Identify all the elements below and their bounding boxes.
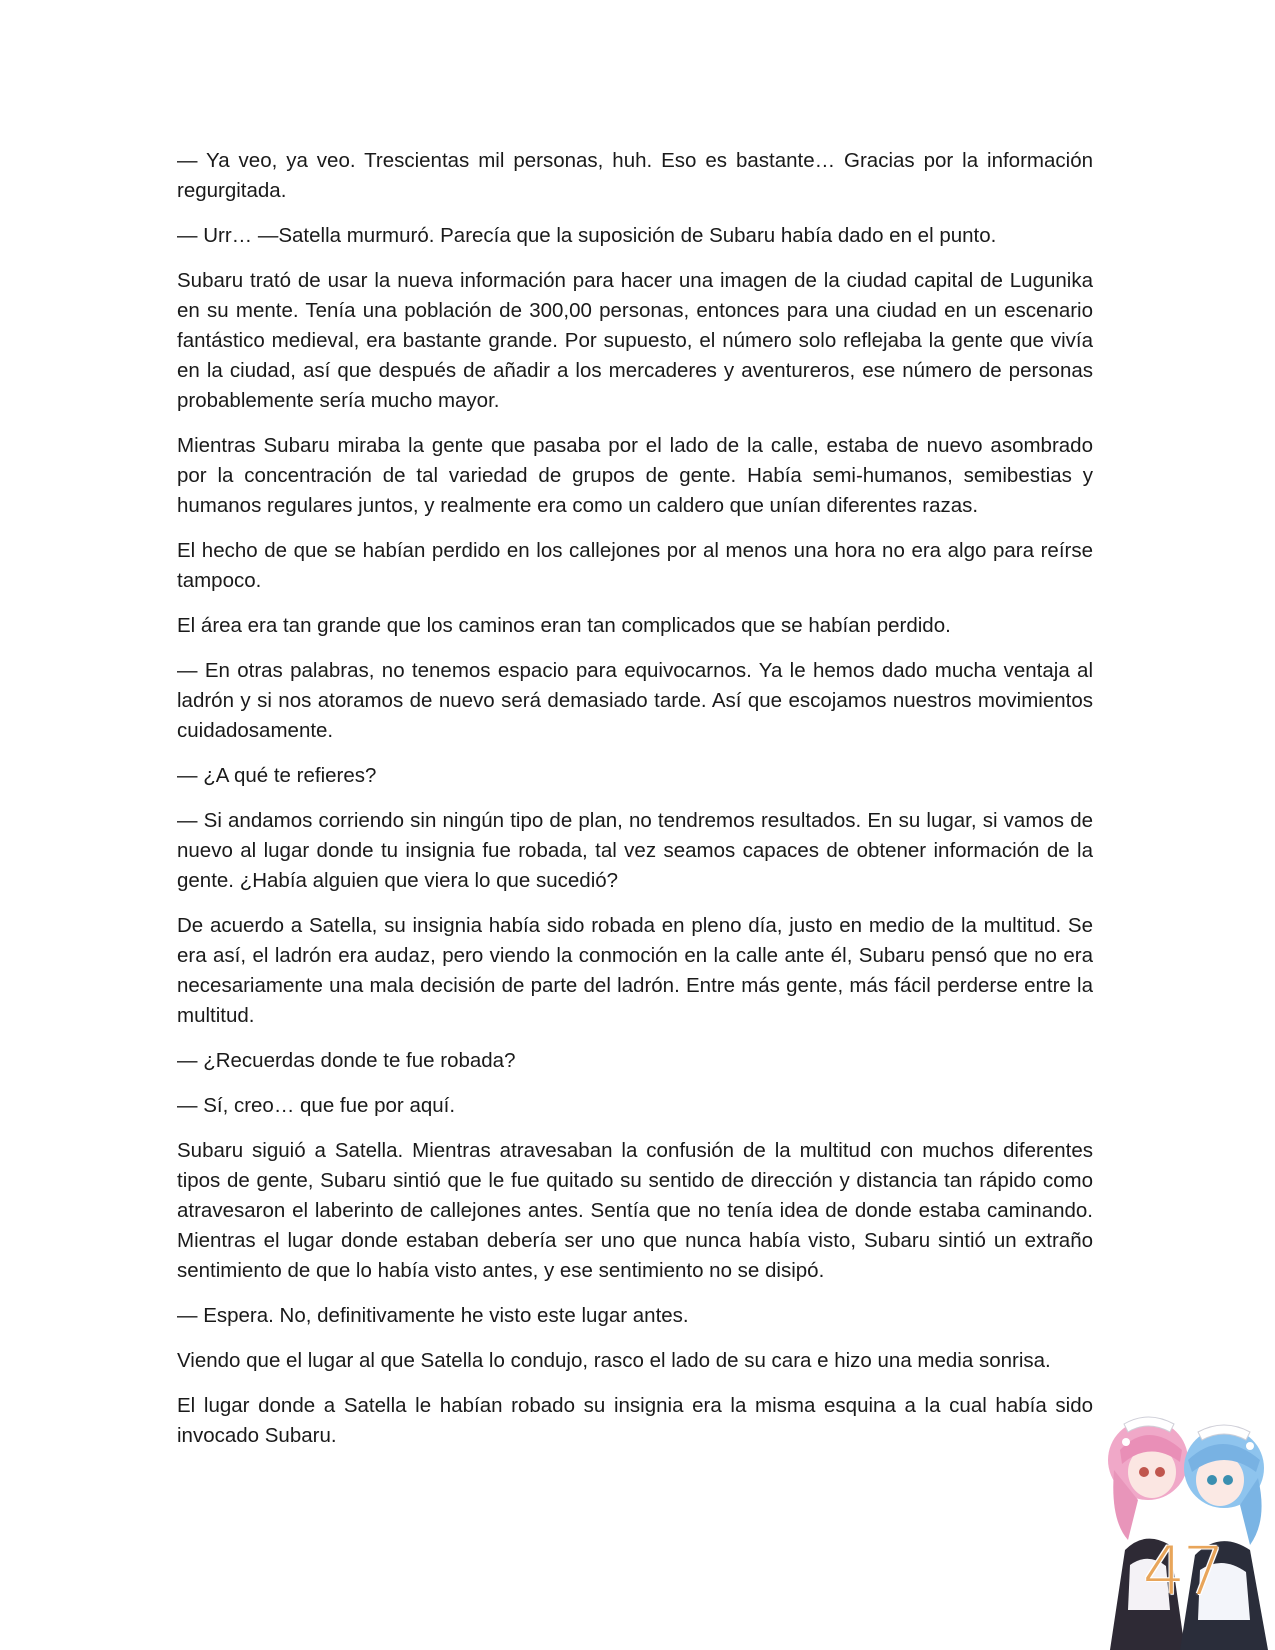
paragraph: — Urr… —Satella murmuró. Parecía que la suposición de Subaru había dado en el punto.	[177, 224, 997, 247]
paragraph: — Sí, creo… que fue por aquí.	[177, 1094, 456, 1117]
paragraph: — Ya veo, ya veo. Trescientas mil personas, huh. Eso es bastante… Gracias por la información regurgitada.	[177, 149, 1093, 202]
paragraph: Viendo que el lugar al que Satella lo condujo, rasco el lado de su cara e hizo una media sonrisa.	[177, 1349, 1051, 1372]
paragraph: — En otras palabras, no tenemos espacio para equivocarnos. Ya le hemos dado mucha ventaja al ladrón y si nos atoramos de nuevo será demasiado tarde. Así que escojamos nuestros movimientos cuidadosamente.	[177, 659, 1093, 742]
paragraph: — ¿Recuerdas donde te fue robada?	[177, 1049, 516, 1072]
paragraph: — ¿A qué te refieres?	[177, 764, 377, 787]
paragraph: Mientras Subaru miraba la gente que pasaba por el lado de la calle, estaba de nuevo asombrado por la concentración de tal variedad de grupos de gente. Había semi-humanos, semibestias y humanos regulares juntos, y realmente era como un caldero que unían diferentes razas.	[177, 434, 1093, 517]
paragraph: — Si andamos corriendo sin ningún tipo de plan, no tendremos resultados. En su lugar, si vamos de nuevo al lugar donde tu insignia fue robada, tal vez seamos capaces de obtener información de la gente. ¿Había alguien que viera lo que sucedió?	[177, 809, 1093, 892]
paragraph: De acuerdo a Satella, su insignia había sido robada en pleno día, justo en medio de la multitud. Se era así, el ladrón era audaz, pero viendo la conmoción en la calle ante él, Subaru pensó que no era necesariamente una mala decisión de parte del ladrón. Entre más gente, más fácil perderse entre la multitud.	[177, 914, 1093, 1027]
paragraph: — Espera. No, definitivamente he visto este lugar antes.	[177, 1304, 689, 1327]
page-number: 47	[1143, 1533, 1223, 1610]
paragraph: El lugar donde a Satella le habían robado su insignia era la misma esquina a la cual había sido invocado Subaru.	[177, 1394, 1093, 1447]
page-body	[177, 146, 1093, 1466]
paragraph: El área era tan grande que los caminos eran tan complicados que se habían perdido.	[177, 614, 951, 637]
paragraph: El hecho de que se habían perdido en los callejones por al menos una hora no era algo para reírse tampoco.	[177, 539, 1093, 592]
paragraph: Subaru siguió a Satella. Mientras atravesaban la confusión de la multitud con muchos diferentes tipos de gente, Subaru sintió que le fue quitado su sentido de dirección y distancia tan rápido como atravesaron el laberinto de callejones antes. Sentía que no tenía idea de donde estaba caminando. Mientras el lugar donde estaban debería ser uno que nunca había visto, Subaru sintió un extraño sentimiento de que lo había visto antes, y ese sentimiento no se disipó.	[177, 1139, 1093, 1282]
paragraph: Subaru trató de usar la nueva información para hacer una imagen de la ciudad capital de Lugunika en su mente. Tenía una población de 300,00 personas, entonces para una ciudad en un escenario fantástico medieval, era bastante grande. Por supuesto, el número solo reflejaba la gente que vivía en la ciudad, así que después de añadir a los mercaderes y aventureros, ese número de personas probablemente sería mucho mayor.	[177, 269, 1093, 412]
